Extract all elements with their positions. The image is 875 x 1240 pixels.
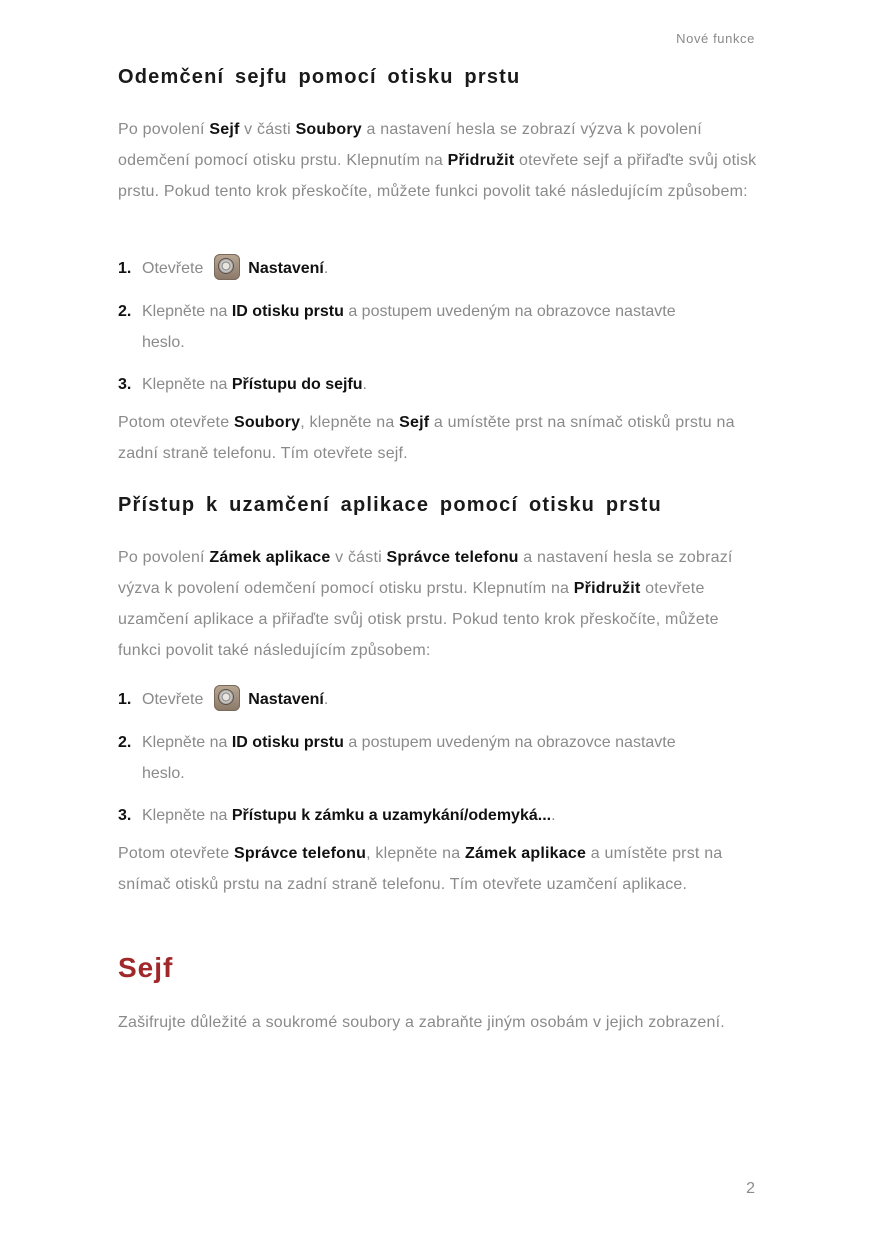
section-heading-app-lock-fingerprint: Přístup k uzamčení aplikace pomocí otisku prstu	[118, 494, 662, 516]
section1-intro-paragraph: Po povolení Sejf v části Soubory a nastavení hesla se zobrazí výzva k povolení odemčení pomocí otisku prstu. Klepnutím na Přidružit otevřete sejf a přiřaďte svůj otisk prstu. Pokud tento krok přeskočíte, můžete funkci povolit také následujícím způsobem:	[118, 121, 757, 200]
running-header: Nové funkce	[676, 31, 755, 46]
section-heading-safe-fingerprint: Odemčení sejfu pomocí otisku prstu	[118, 66, 521, 88]
chapter-heading-safe: Sejf	[118, 952, 174, 983]
section1-step-3: 3. Klepněte na Přístupu do sejfu.	[118, 376, 367, 393]
section1-outro-paragraph: Potom otevřete Soubory, klepněte na Sejf a umístěte prst na snímač otisků prstu na zadní straně telefonu. Tím otevřete sejf.	[118, 414, 735, 462]
section2-step-3: 3. Klepněte na Přístupu k zámku a uzamykání/odemyká....	[118, 807, 556, 824]
settings-icon	[214, 254, 240, 280]
settings-icon	[214, 685, 240, 711]
section1-step-2: 2. Klepněte na ID otisku prstu a postupem uvedeným na obrazovce nastavte heslo.	[118, 303, 676, 351]
section2-intro-paragraph: Po povolení Zámek aplikace v části Správce telefonu a nastavení hesla se zobrazí výzva k povolení odemčení pomocí otisku prstu. Klepnutím na Přidružit otevřete uzamčení aplikace a přiřaďte svůj otisk prstu. Pokud tento krok přeskočíte, můžete funkci povolit také následujícím způsobem:	[118, 549, 733, 659]
section3-paragraph: Zašifrujte důležité a soukromé soubory a zabraňte jiným osobám v jejich zobrazení.	[118, 1014, 725, 1031]
section1-step-1: 1. Otevřete Nastavení.	[118, 253, 758, 284]
section2-outro-paragraph: Potom otevřete Správce telefonu, klepněte na Zámek aplikace a umístěte prst na snímač otisků prstu na zadní straně telefonu. Tím otevřete uzamčení aplikace.	[118, 845, 723, 893]
section2-step-2: 2. Klepněte na ID otisku prstu a postupem uvedeným na obrazovce nastavte heslo.	[118, 734, 676, 782]
page-number: 2	[746, 1180, 755, 1197]
section2-step-1: 1. Otevřete Nastavení.	[118, 684, 758, 715]
